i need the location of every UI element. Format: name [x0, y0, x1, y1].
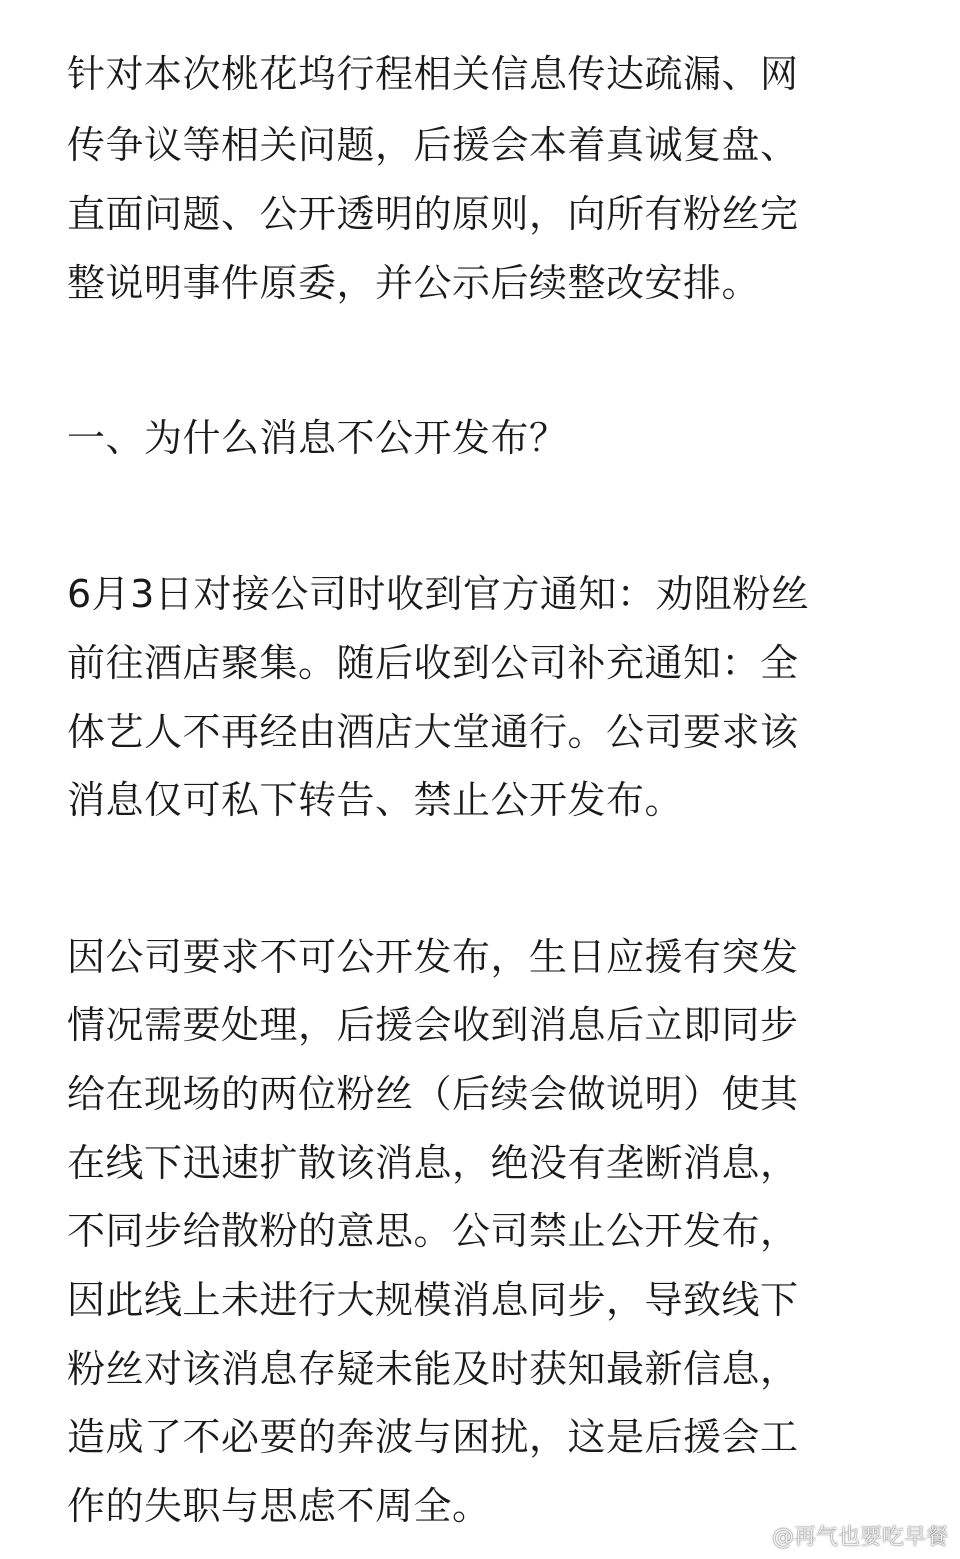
intro-line-4: 整说明事件原委，并公示后续整改安排。 [67, 261, 761, 305]
explanation-line-4: 在线下迅速扩散该消息，绝没有垄断消息， [67, 1141, 799, 1185]
watermark-text: @再气也要吃早餐 [771, 1524, 948, 1550]
explanation-line-6: 因此线上未进行大规模消息同步，导致线下 [67, 1278, 799, 1322]
intro-line-2: 传争议等相关问题，后援会本着真诚复盘、 [67, 123, 799, 167]
explanation-line-3: 给在现场的两位粉丝（后续会做说明）使其 [67, 1072, 799, 1116]
explanation-line-5: 不同步给散粉的意思。公司禁止公开发布， [67, 1209, 799, 1253]
section-heading: 一、为什么消息不公开发布？ [67, 416, 568, 460]
intro-line-1: 针对本次桃花坞行程相关信息传达疏漏、网 [67, 52, 799, 96]
explanation-line-2: 情况需要处理，后援会收到消息后立即同步 [67, 1003, 799, 1047]
explanation-line-1: 因公司要求不可公开发布，生日应援有突发 [67, 935, 799, 979]
explanation-line-8: 造成了不必要的奔波与困扰，这是后援会工 [67, 1415, 799, 1459]
weibo-icon [738, 1522, 768, 1548]
notice-line-4: 消息仅可私下转告、禁止公开发布。 [67, 778, 684, 822]
notice-line-2: 前往酒店聚集。随后收到公司补充通知：全 [67, 641, 799, 685]
weibo-watermark [738, 1519, 948, 1551]
explanation-line-9: 作的失职与思虑不周全。 [67, 1484, 491, 1528]
intro-line-3: 直面问题、公开透明的原则，向所有粉丝完 [67, 192, 799, 236]
notice-line-3: 体艺人不再经由酒店大堂通行。公司要求该 [67, 710, 799, 754]
explanation-line-7: 粉丝对该消息存疑未能及时获知最新信息， [67, 1347, 799, 1391]
notice-line-1: 6月3日对接公司时收到官方通知：劝阻粉丝 [67, 572, 810, 616]
